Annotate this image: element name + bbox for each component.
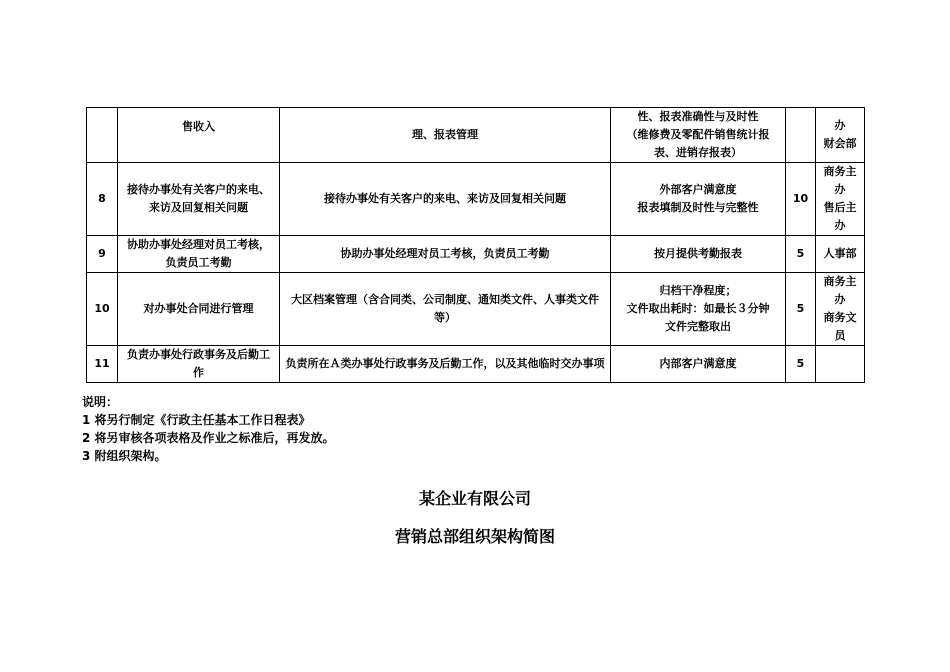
kpi-table <box>86 107 865 383</box>
cell-department <box>816 108 865 163</box>
cell-task: 协助办事处经理对员工考核，负责员工考勤 <box>118 236 280 273</box>
cell-department-line: 商务主 <box>823 165 857 178</box>
cell-task: 负责办事处行政事务及后勤工作 <box>118 346 280 383</box>
notes-item: 2 将另审核各项表格及作业之标准后，再发放。 <box>82 431 335 445</box>
cell-indicator-line: 按月提供考勤报表 <box>654 247 742 260</box>
cell-department-line: 财会部 <box>823 137 857 150</box>
cell-number: 9 <box>87 236 118 273</box>
notes-heading: 说明： <box>82 395 119 409</box>
cell-number: 8 <box>87 163 118 236</box>
cell-number <box>87 108 118 163</box>
cell-indicator-line: 外部客户满意度 <box>659 183 737 196</box>
cell-weight: 10 <box>786 163 816 236</box>
cell-number: 11 <box>87 346 118 383</box>
org-chart-title: 营销总部组织架构简图 <box>394 527 555 546</box>
table-row <box>87 236 865 273</box>
table-row <box>87 163 865 236</box>
cell-indicator-line: 文件取出耗时：如最长３分钟 <box>626 302 770 315</box>
cell-indicator-line: 内部客户满意度 <box>659 357 737 370</box>
cell-indicator <box>611 273 786 346</box>
cell-task: 售收入 <box>118 108 280 163</box>
cell-department <box>816 236 865 273</box>
cell-number: 10 <box>87 273 118 346</box>
cell-weight: 5 <box>786 346 816 383</box>
notes-item: 1 将另行制定《行政主任基本工作日程表》 <box>82 413 311 427</box>
cell-department <box>816 273 865 346</box>
cell-indicator <box>611 236 786 273</box>
cell-department <box>816 346 865 383</box>
cell-work-content: 协助办事处经理对员工考核，负责员工考勤 <box>280 236 611 273</box>
company-name: 某企业有限公司 <box>418 489 531 508</box>
cell-department-line: 售后主 <box>823 201 857 214</box>
cell-weight <box>786 108 816 163</box>
cell-task: 对办事处合同进行管理 <box>118 273 280 346</box>
notes-section <box>82 393 335 465</box>
cell-indicator <box>611 163 786 236</box>
cell-indicator-line: 归档干净程度； <box>659 284 737 297</box>
cell-indicator-line: 性、报表准确性与及时性 <box>637 110 759 123</box>
cell-work-content: 理、报表管理 <box>280 108 611 163</box>
table-row <box>87 108 865 163</box>
cell-indicator-line: 文件完整取出 <box>665 320 731 333</box>
cell-department-line: 商务主 <box>823 275 857 288</box>
cell-department-line: 办 <box>834 183 846 196</box>
cell-work-content: 接待办事处有关客户的来电、来访及回复相关问题 <box>280 163 611 236</box>
cell-indicator-line: 报表填制及时性与完整性 <box>637 201 759 214</box>
cell-work-content: 大区档案管理（含合同类、公司制度、通知类文件、人事类文件等） <box>280 273 611 346</box>
cell-task: 接待办事处有关客户的来电、来访及回复相关问题 <box>118 163 280 236</box>
cell-indicator-line: 表、进销存报表） <box>654 146 742 159</box>
cell-department-line: 员 <box>834 329 846 342</box>
cell-indicator <box>611 108 786 163</box>
cell-indicator-line: （维修费及零配件销售统计报 <box>626 128 770 141</box>
cell-department-line: 办 <box>834 219 846 232</box>
cell-department-line: 商务文 <box>823 311 857 324</box>
cell-weight: 5 <box>786 273 816 346</box>
cell-department-line: 人事部 <box>823 247 857 260</box>
cell-weight: 5 <box>786 236 816 273</box>
notes-item: 3 附组织架构。 <box>82 449 167 463</box>
table-row <box>87 273 865 346</box>
cell-department-line: 办 <box>834 119 846 132</box>
cell-work-content: 负责所在Ａ类办事处行政事务及后勤工作，以及其他临时交办事项 <box>280 346 611 383</box>
cell-indicator <box>611 346 786 383</box>
table-row <box>87 346 865 383</box>
cell-department-line: 办 <box>834 293 846 306</box>
cell-department <box>816 163 865 236</box>
